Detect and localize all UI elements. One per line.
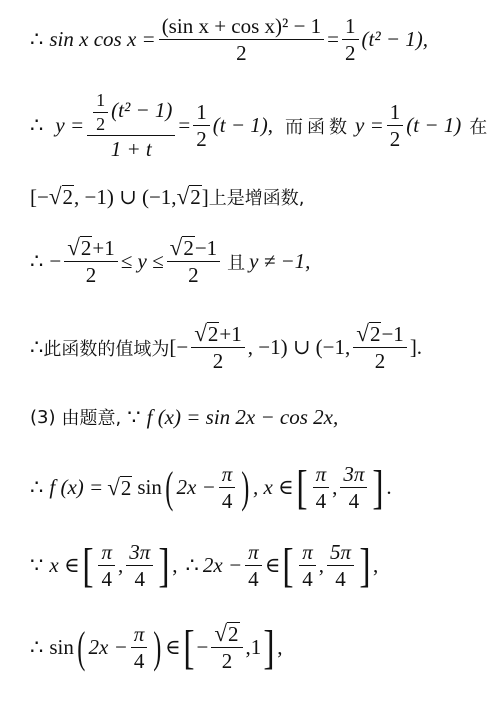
fraction-numerator: π xyxy=(219,462,236,488)
fraction-denominator: 2 xyxy=(374,349,386,374)
half-fraction xyxy=(193,100,210,151)
fraction-denominator: 2 xyxy=(345,41,356,66)
rest-expression: (t − 1) xyxy=(212,113,268,138)
compound-denominator: 1 + t xyxy=(110,137,152,162)
period: . xyxy=(386,475,392,500)
fraction-denominator: 4 xyxy=(348,489,360,514)
line-2 xyxy=(30,90,496,162)
comma: , xyxy=(118,553,124,578)
line-3 xyxy=(30,184,496,210)
interval-start xyxy=(98,540,115,591)
radical-sign-icon: √ xyxy=(169,234,183,260)
lhs-expression: f (x) = xyxy=(49,475,104,500)
therefore-symbol: ∴ xyxy=(30,249,44,274)
therefore-symbol: ∴ xyxy=(30,27,44,52)
pi-fraction xyxy=(245,540,262,591)
line-5 xyxy=(30,322,496,373)
fraction-denominator: 4 xyxy=(133,649,145,674)
fraction-numerator xyxy=(211,622,242,648)
fraction-numerator: π xyxy=(299,540,316,566)
radical-sign-icon: √ xyxy=(194,320,207,346)
pi-fraction xyxy=(219,462,236,513)
domain-condition: , x ∈ xyxy=(252,475,294,500)
fraction-denominator: 2 xyxy=(96,113,106,134)
interval-open: [− xyxy=(169,335,189,360)
interval-end xyxy=(126,540,153,591)
line-6 xyxy=(30,404,496,430)
fraction-numerator: 1 xyxy=(342,14,359,40)
fraction-numerator xyxy=(167,236,221,262)
half-fraction-2 xyxy=(387,100,404,151)
fraction-denominator: 4 xyxy=(101,567,112,592)
left-bracket-icon: [ xyxy=(182,620,195,674)
interval-close: ] xyxy=(201,184,209,209)
pi-fraction xyxy=(131,622,148,673)
radical-sign-icon: √ xyxy=(48,183,62,210)
fraction-numerator xyxy=(191,322,245,348)
radicand: 2 xyxy=(183,236,194,260)
sqrt xyxy=(107,476,132,499)
sqrt xyxy=(356,322,381,345)
therefore-symbol: ∴ xyxy=(30,635,44,660)
therefore-symbol: ∴ xyxy=(30,475,44,500)
sqrt xyxy=(67,236,92,259)
one: 1 xyxy=(250,635,262,660)
interval-end-2 xyxy=(327,540,354,591)
minus-sign: − xyxy=(196,635,209,660)
compound-fraction xyxy=(87,90,175,162)
inner-expression: 2x − xyxy=(176,475,216,500)
rest-expression: (t² − 1), xyxy=(361,27,429,52)
numerator-rest: −1 xyxy=(381,322,404,346)
interval-open: [− xyxy=(30,184,49,209)
fraction-upper xyxy=(353,322,407,373)
sin-function: sin xyxy=(137,475,162,500)
line-1 xyxy=(30,14,496,65)
chinese-text: 且 xyxy=(227,252,246,274)
fraction-denominator: 2 xyxy=(236,41,247,66)
chinese-text: 而函数 xyxy=(285,116,352,138)
fraction-upper xyxy=(167,236,221,287)
fraction-numerator: 3π xyxy=(340,462,367,488)
sqrt xyxy=(177,185,202,208)
left-paren-icon: ( xyxy=(77,622,86,672)
y-equals-2: y = xyxy=(355,113,384,138)
interval-end xyxy=(340,462,367,513)
fraction-lower xyxy=(191,322,245,373)
radical-sign-icon: √ xyxy=(356,320,369,346)
line-7 xyxy=(30,462,496,513)
radicand: 2 xyxy=(228,622,239,646)
radical-sign-icon: √ xyxy=(67,234,80,260)
fraction-numerator: π xyxy=(245,540,262,566)
fraction-denominator: 4 xyxy=(248,567,259,592)
fraction-numerator xyxy=(64,236,118,262)
fraction-lower xyxy=(64,236,118,287)
interval-middle: , −1) ∪ (−1, xyxy=(247,335,351,360)
fraction-numerator: 1 xyxy=(193,100,210,126)
radical-sign-icon: √ xyxy=(107,474,120,501)
inner-rest: (t² − 1) xyxy=(111,98,173,122)
fraction-denominator: 4 xyxy=(302,567,313,592)
fraction-numerator: (sin x + cos x)² − 1 xyxy=(159,14,324,40)
minus-sign: − xyxy=(49,249,62,274)
right-paren-icon: ) xyxy=(241,462,250,512)
fraction-numerator: π xyxy=(131,622,148,648)
left-bracket-icon: [ xyxy=(282,538,294,592)
y-equals: y = xyxy=(55,113,85,138)
numerator-rest: +1 xyxy=(219,322,242,346)
element-of: ∈ xyxy=(264,553,281,578)
equals-sign: = xyxy=(178,113,191,138)
inequality: ≤ y ≤ xyxy=(120,249,164,274)
interval-middle: , −1) ∪ (−1, xyxy=(74,184,177,209)
numerator-rest: −1 xyxy=(194,236,218,260)
because-symbol: ∵ xyxy=(127,404,141,429)
part-label: (3) xyxy=(30,406,56,428)
because-symbol: ∵ xyxy=(30,553,44,578)
compound-numerator xyxy=(87,90,175,136)
comma: , xyxy=(267,113,274,138)
half-fraction xyxy=(342,14,359,65)
radical-sign-icon: √ xyxy=(214,620,228,646)
therefore-symbol: ∴ xyxy=(30,113,44,138)
function-definition: f (x) = sin 2x − cos 2x, xyxy=(146,404,339,429)
interval-start xyxy=(313,462,330,513)
fraction-numerator: 3π xyxy=(126,540,153,566)
condition: y ≠ −1, xyxy=(249,249,311,274)
fraction-denominator: 2 xyxy=(85,263,97,288)
comma: , xyxy=(318,553,324,578)
radicand: 2 xyxy=(62,185,74,210)
radicand: 2 xyxy=(369,322,381,346)
chinese-text: 上是增函数, xyxy=(208,188,305,209)
radicand: 2 xyxy=(120,476,132,501)
left-bracket-icon: [ xyxy=(296,460,308,514)
fraction-numerator: π xyxy=(98,540,115,566)
right-bracket-icon: ] xyxy=(359,538,371,592)
line-8 xyxy=(30,540,496,591)
rest-expression-2: (t − 1) xyxy=(406,113,462,138)
right-bracket-icon: ] xyxy=(372,460,384,514)
fraction xyxy=(159,14,324,65)
comma-end: , xyxy=(277,635,283,660)
radicand: 2 xyxy=(80,236,92,260)
equals-sign: = xyxy=(327,27,339,52)
fraction-denominator: 2 xyxy=(212,349,224,374)
fraction-numerator: 1 xyxy=(387,100,404,126)
right-bracket-icon: ] xyxy=(158,538,170,592)
fraction-denominator: 2 xyxy=(389,127,401,152)
x-in: x ∈ xyxy=(49,553,80,578)
interval-close: ]. xyxy=(409,335,423,360)
line-4 xyxy=(30,236,496,287)
sqrt xyxy=(194,322,219,345)
left-bracket-icon: [ xyxy=(81,538,94,592)
radical-sign-icon: √ xyxy=(176,183,190,210)
lhs-expression: sin x cos x = xyxy=(49,27,156,52)
chinese-text: 此函数的值域为 xyxy=(43,338,170,360)
sqrt-fraction xyxy=(211,622,242,673)
fraction-numerator: 1 xyxy=(93,90,108,113)
interval-start-2 xyxy=(299,540,316,591)
radicand: 2 xyxy=(207,322,219,346)
right-bracket-icon: ] xyxy=(263,620,275,674)
radicand: 2 xyxy=(190,185,201,210)
fraction-numerator xyxy=(353,322,407,348)
comma: , xyxy=(245,635,251,660)
therefore-symbol: ∴ xyxy=(185,553,199,578)
comma-end: , xyxy=(373,553,379,578)
inner-half-fraction xyxy=(93,90,108,134)
comma: , xyxy=(332,475,338,500)
fraction-denominator: 4 xyxy=(335,567,346,592)
fraction-numerator: 5π xyxy=(327,540,354,566)
therefore-symbol: ∴ xyxy=(30,335,44,360)
chinese-text-end: 在 xyxy=(469,116,488,138)
fraction-denominator: 2 xyxy=(188,263,199,288)
numerator-rest: +1 xyxy=(92,236,115,260)
fraction-denominator: 4 xyxy=(315,489,327,514)
sqrt xyxy=(49,185,74,208)
sqrt xyxy=(170,236,195,259)
fraction-denominator: 2 xyxy=(196,127,207,152)
line-9 xyxy=(30,622,496,673)
left-paren-icon: ( xyxy=(165,462,174,512)
chinese-text: 由题意, xyxy=(61,408,122,429)
inner-expression: 2x − xyxy=(202,553,243,578)
sin-function: sin xyxy=(49,635,74,660)
fraction-denominator: 4 xyxy=(221,489,233,514)
element-of: ∈ xyxy=(164,635,181,660)
fraction-denominator: 2 xyxy=(221,649,233,674)
right-paren-icon: ) xyxy=(153,622,162,672)
sqrt xyxy=(214,622,239,645)
inner-expression: 2x − xyxy=(88,635,128,660)
fraction-denominator: 4 xyxy=(134,567,146,592)
fraction-numerator: π xyxy=(313,462,330,488)
separator: , xyxy=(172,553,178,578)
